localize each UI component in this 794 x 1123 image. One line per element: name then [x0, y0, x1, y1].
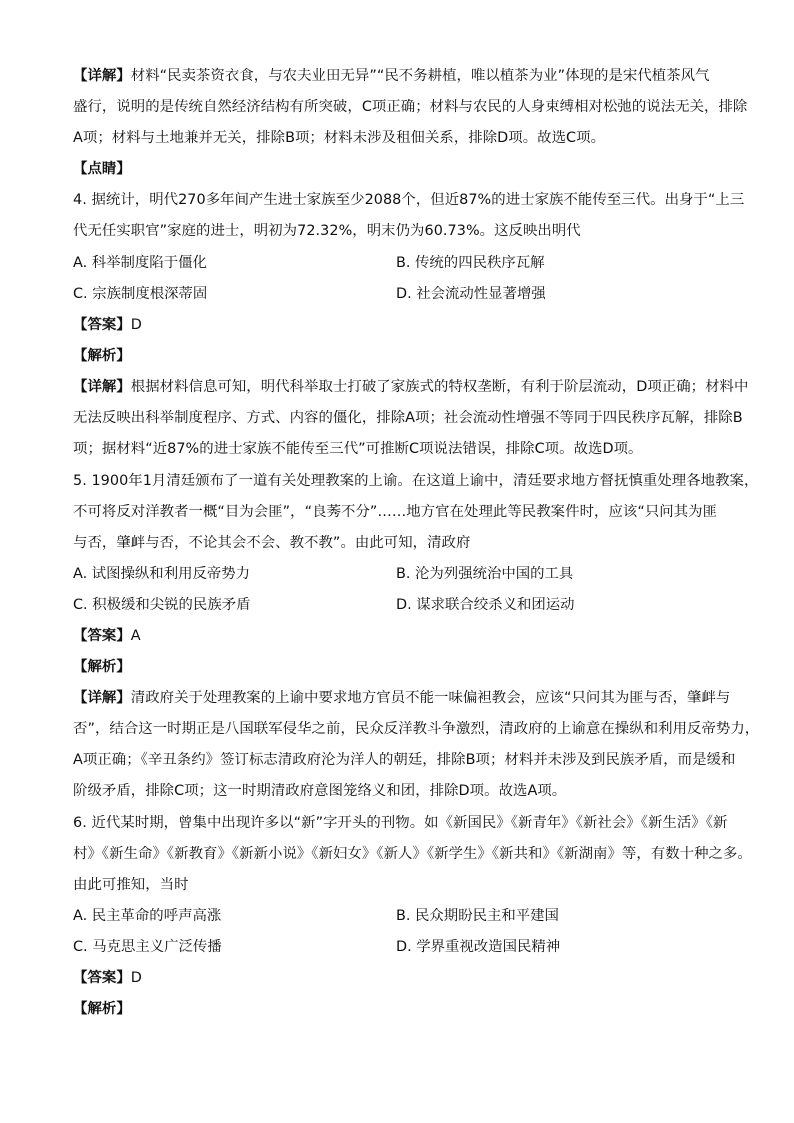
q4-option-b: B. 传统的四民秩序瓦解: [396, 255, 545, 271]
q4-detail-line: 无法反映出科举制度程序、方式、内容的僵化，排除A项；社会流动性增强不等同于四民秩序瓦解，排除B: [73, 410, 743, 426]
q4-option-c: C. 宗族制度根深蒂固: [73, 286, 208, 302]
q6-option-a: A. 民主革命的呼声高涨: [73, 908, 222, 924]
q5-option-a: A. 试图操纵和利用反帝势力: [73, 566, 251, 582]
q4-option-d: D. 社会流动性显著增强: [396, 286, 546, 302]
q5-option-b: B. 沦为列强统治中国的工具: [396, 566, 574, 582]
q5-analysis-label: 【解析】: [73, 659, 131, 675]
q4-answer: 【答案】D: [73, 317, 142, 333]
q5-option-d: D. 谋求联合绞杀义和团运动: [396, 597, 575, 613]
question-6-stem: 6. 近代某时期，曾集中出现许多以“新”字开头的刊物。如《新国民》《新青年》《新社会》《新生活》《新: [73, 815, 728, 831]
tip-label: 【点睛】: [73, 161, 131, 177]
q6-analysis-label: 【解析】: [73, 1001, 131, 1017]
q6-option-b: B. 民众期盼民主和平建国: [396, 908, 559, 924]
q5-detail-line: 阶级矛盾，排除C项；这一时期清政府意图笼络义和团，排除D项。故选A项。: [73, 783, 567, 799]
q4-detail-line: 项；据材料“近87%的进士家族不能传至三代”可推断C项说法错误，排除C项。故选D项。: [73, 441, 643, 457]
q5-answer: 【答案】A: [73, 628, 141, 644]
detail-label: 【详解】: [73, 68, 131, 84]
detail-line: 盛行，说明的是传统自然经济结构有所突破，C项正确；材料与农民的人身束缚相对松弛的说法无关，排除: [73, 99, 748, 115]
question-5-stem: 不可将反对洋教者一概“目为会匪”，“良莠不分”……地方官在处理此等民教案件时，应该“只问其为匪: [73, 504, 718, 520]
question-4-stem: 代无任实职官”家庭的进士，明初为72.32%，明末仍为60.73%。这反映出明代: [73, 223, 581, 239]
q6-option-d: D. 学界重视改造国民精神: [396, 939, 561, 955]
question-5-stem: 5. 1900年1月清廷颁布了一道有关处理教案的上谕。在这道上谕中，清廷要求地方督抚慎重处理各地教案，: [73, 473, 759, 489]
question-6-stem: 村》《新生命》《新教育》《新新小说》《新妇女》《新人》《新学生》《新共和》《新湖南》等，有数十种之多。: [73, 846, 752, 862]
question-5-stem: 与否，肇衅与否，不论其会不会、教不教”。由此可知，清政府: [73, 535, 471, 551]
question-4-stem: 4. 据统计，明代270多年间产生进士家族至少2088个，但近87%的进士家族不能传至三代。出身于“上三: [73, 192, 745, 208]
q4-analysis-label: 【解析】: [73, 348, 131, 364]
q5-option-c: C. 积极缓和尖锐的民族矛盾: [73, 597, 251, 613]
q4-detail-line: 【详解】根据材料信息可知，明代科举取士打破了家族式的特权垄断，有利于阶层流动，D项正确；材料中: [73, 379, 749, 395]
q4-option-a: A. 科举制度陷于僵化: [73, 255, 207, 271]
detail-line: 【详解】材料“民卖茶资衣食，与农夫业田无异”“民不务耕植，唯以植茶为业”体现的是宋代植茶风气: [73, 68, 710, 84]
q6-answer: 【答案】D: [73, 970, 142, 986]
question-6-stem: 由此可推知，当时: [73, 877, 189, 893]
q5-detail-line: A项正确；《辛丑条约》签订标志清政府沦为洋人的朝廷，排除B项；材料并未涉及到民族矛盾，而是缓和: [73, 752, 736, 768]
detail-line: A项；材料与土地兼并无关，排除B项；材料未涉及租佃关系，排除D项。故选C项。: [73, 130, 606, 146]
q6-option-c: C. 马克思主义广泛传播: [73, 939, 222, 955]
q5-detail-line: 【详解】清政府关于处理教案的上谕中要求地方官员不能一味偏袒教会，应该“只问其为匪与否，肇衅与: [73, 690, 731, 706]
q5-detail-line: 否”，结合这一时期正是八国联军侵华之前，民众反洋教斗争激烈，清政府的上谕意在操纵和利用反帝势力，: [73, 721, 760, 737]
